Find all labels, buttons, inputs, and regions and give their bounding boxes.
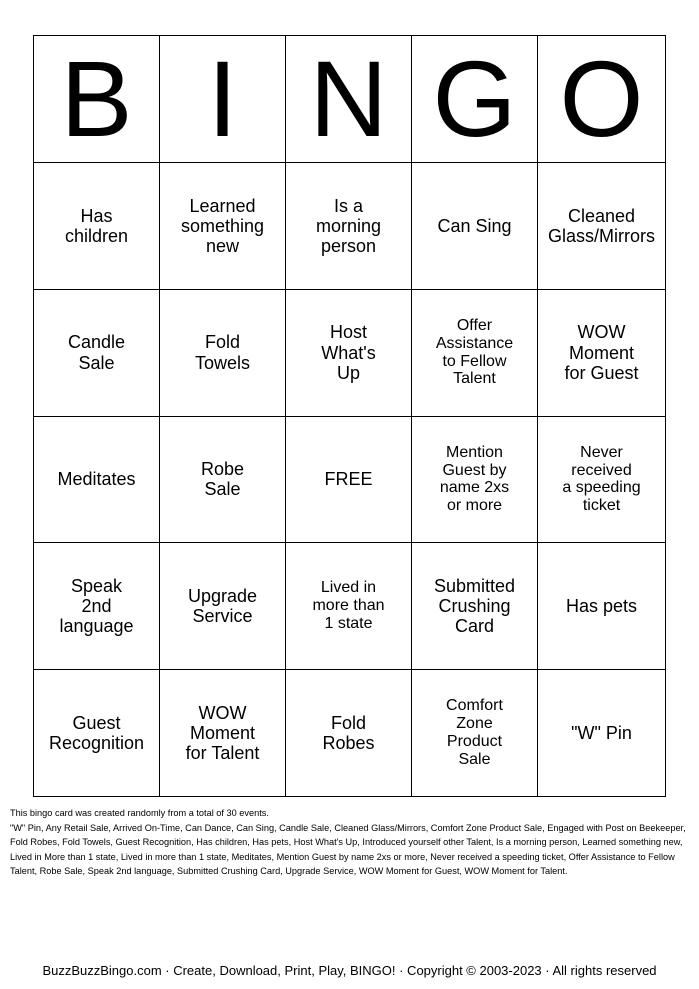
bingo-cell: Lived in more than 1 state (286, 543, 412, 670)
bingo-cell: Is a morning person (286, 163, 412, 290)
bingo-cell: Host What's Up (286, 290, 412, 417)
bingo-cell: Guest Recognition (34, 670, 160, 797)
bingo-cell: Submitted Crushing Card (412, 543, 538, 670)
bingo-cell: WOW Moment for Guest (538, 290, 666, 417)
bingo-cell: "W" Pin (538, 670, 666, 797)
event-list: "W" Pin, Any Retail Sale, Arrived On-Time, Can Dance, Can Sing, Candle Sale, Cleaned Glass/Mirrors, Comfort Zone Product Sale, Engaged with Post on Beekeeper, Fold Robes, Fold Towels, Guest Recognition, Has children, Has pets, Host What's Up, Introduced yourself other Talent, Is a morning person, Learned something new, Lived in More than 1 state, Lived in more than 1 state, Meditates, Mention Guest by name 2xs or more, Never received a speeding ticket, Offer Assistance to Fellow Talent, Robe Sale, Speak 2nd language, Submitted Crushing Card, Upgrade Service, WOW Moment for Guest, WOW Moment for Talent. (10, 822, 686, 876)
bingo-cell: Fold Towels (160, 290, 286, 417)
bingo-cell: Upgrade Service (160, 543, 286, 670)
bingo-cell: Fold Robes (286, 670, 412, 797)
header-letter-g: G (412, 36, 538, 163)
event-count-note: This bingo card was created randomly from a total of 30 events. (10, 808, 269, 818)
bingo-cell: Candle Sale (34, 290, 160, 417)
header-letter-n: N (286, 36, 412, 163)
bingo-cell: Learned something new (160, 163, 286, 290)
bingo-cell: Cleaned Glass/Mirrors (538, 163, 666, 290)
bingo-cell: Can Sing (412, 163, 538, 290)
free-space-cell: FREE (286, 417, 412, 544)
bingo-cell: Has pets (538, 543, 666, 670)
header-letter-i: I (160, 36, 286, 163)
bingo-cell: Mention Guest by name 2xs or more (412, 417, 538, 544)
bingo-cell: Comfort Zone Product Sale (412, 670, 538, 797)
bingo-cell: Speak 2nd language (34, 543, 160, 670)
bingo-cell: WOW Moment for Talent (160, 670, 286, 797)
copyright-footer: BuzzBuzzBingo.com · Create, Download, Print, Play, BINGO! · Copyright © 2003-2023 · All rights reserved (42, 963, 657, 978)
bingo-cell: Offer Assistance to Fellow Talent (412, 290, 538, 417)
bingo-cell: Meditates (34, 417, 160, 544)
header-letter-o: O (538, 36, 666, 163)
bingo-cell: Never received a speeding ticket (538, 417, 666, 544)
bingo-cell: Robe Sale (160, 417, 286, 544)
bingo-card (33, 35, 666, 797)
event-list-note (10, 806, 690, 879)
bingo-cell: Has children (34, 163, 160, 290)
header-letter-b: B (34, 36, 160, 163)
